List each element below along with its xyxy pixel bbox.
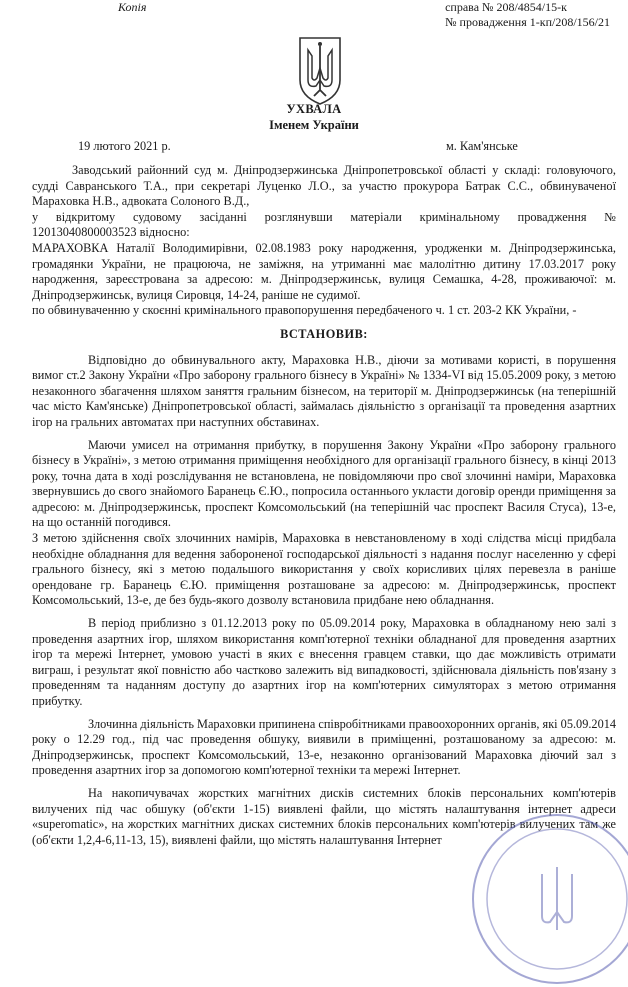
proceeding-number: № провадження 1-кп/208/156/21 <box>445 15 610 29</box>
hearing-paragraph: у відкритому судовому засіданні розглянувши матеріали кримінальному провадження № <box>32 209 616 224</box>
intent-paragraph: Маючи умисел на отримання прибутку, в порушення Закону України «Про заборону грального бізнесу в Україні», з метою отримання приміщення необхідного для організації грального бізнесу, в кінці 2013 року, точна дата в ході розслідування не встановлена, не повідомляючи про свої злочинні наміри, Марахoвка звернувшись до свого знайомого Баранець Є.Ю., попросила останнього укласти договір оренди приміщення за адресою: м. Дніпродзержинськ, проспект Комсомольський (на теперішній час проспект Василя Стуса), 13-е, на що останній погодився. <box>32 437 616 530</box>
equipment-paragraph: З метою здійснення своїх злочинних намірів, Марахoвка в невстановленому в ході слідства місці придбала необхідне обладнання для ведення забороненої господарської діяльності з надання послуг населенню у сфері грального бізнесу, які з метою подальшого використання у своїх корисливих цілях перевезла в раніше орендоване гр. Баранець Є.Ю. приміщення розташоване за адресою: м. Дніпродзержинськ, проспект Комсомольський, 13-е, де без будь-якого дозволу встановила придбане нею обладнання. <box>32 531 616 608</box>
document-body <box>32 163 616 848</box>
case-info <box>445 0 610 30</box>
proceeding-number-paragraph: 12013040800003523 відносно: <box>32 225 190 240</box>
period-paragraph: В період приблизно з 01.12.2013 року по 05.09.2014 року, Марахoвка в обладнаному нею залі з проведення азартних ігор, шляхом використання комп'ютерної техніки обладнаної для проведення азартних ігор та мережі Інтернет, умовою участі в яких є внесення гравцем ставки, що дає можливість отримати виграш, і результат якої повністю або частково залежить від випадковості, здійснювала діяльність пов'язану з проведенням та наданням доступу до азартних ігор на комп'ютерних симуляторах з метою отримання прибутку. <box>32 616 616 708</box>
court-seal-stamp-icon <box>470 812 628 987</box>
evidence-paragraph: На накопичувачах жорстких магнітних дисків системних блоків персональних комп'ютерів вилучених під час обшуку (об'єкти 1-15) виявлені файли, що містять налаштування інтернет адреси «superomatic», на жорстких магнітних дисках системних блоків персональних комп'ютерів вилучених там же (об'єкти 1,2,4-6,11-13, 15), виявлені файли, що містять налаштування Інтернет <box>32 785 616 847</box>
copy-label: Копія <box>118 0 147 14</box>
court-composition-paragraph: Заводський районний суд м. Дніпродзержинська Дніпропетровської області у складі: головуючого, судді Савранського Т.А., при секретарі Луценко Л.О., за участю прокурора Батрак С.С., обвинуваченої Марахoвка Н.В., адвоката Солоного В.Д., <box>32 163 616 209</box>
section-heading: ВСТАНОВИВ: <box>280 326 368 341</box>
document-subtitle: Іменем України <box>269 118 359 132</box>
document-type: УХВАЛА <box>286 102 342 116</box>
case-number: справа № 208/4854/15-к <box>445 0 567 14</box>
charge-paragraph: по обвинуваченню у скоєнні кримінального правопорушення передбаченого ч. 1 ст. 203-2 КК України, - <box>32 303 577 318</box>
defendant-paragraph: МАРАХОВКА Наталії Володимирівни, 02.08.1983 року народження, уродженки м. Дніпродзержинська, громадянки України, не працюючa, не заміжня, на утриманні має малолітню дитину 17.03.2017 року народження, зареєстрована за адресою: м. Дніпродзержинськ, вулиця Семашка, 4-28, проживаючої: м. Дніпродзержинськ, вулиця Сировця, 14-24, раніше не судимої. <box>32 240 616 302</box>
document-place: м. Кам'янське <box>446 139 518 153</box>
coat-of-arms-trident-icon <box>296 34 344 106</box>
termination-paragraph: Злочинна діяльність Марахoвки припинена співробітниками правоохоронних органів, які 05.09.2014 року о 12.29 год., під час проведення обшуку, виявили в приміщенні, розташованому за адресою: м. Дніпродзержинськ, проспект Комсомольський, 13-е, незаконно організований Марахoвка діючий зал з проведення азартних ігор за допомогою комп'ютерної техніки та мережі Інтернет. <box>32 716 617 778</box>
indictment-paragraph: Відповідно до обвинувального акту, Марахoвка Н.В., діючи за мотивами користі, в порушення вимог ст.2 Закону України «Про заборону грального бізнесу в Україні» № 1334-VI від 15.05.2009 року, з метою незаконного збагачення шляхом заняття гральним бізнесом, на території м. Дніпродзержинськ (на теперішній час місто Кам'янське) Дніпропетровської області, займалась діяльністю з організації та проведення азартних ігор на гральних автоматах при наступних обставинах. <box>32 352 616 429</box>
document-date: 19 лютого 2021 р. <box>78 139 171 153</box>
